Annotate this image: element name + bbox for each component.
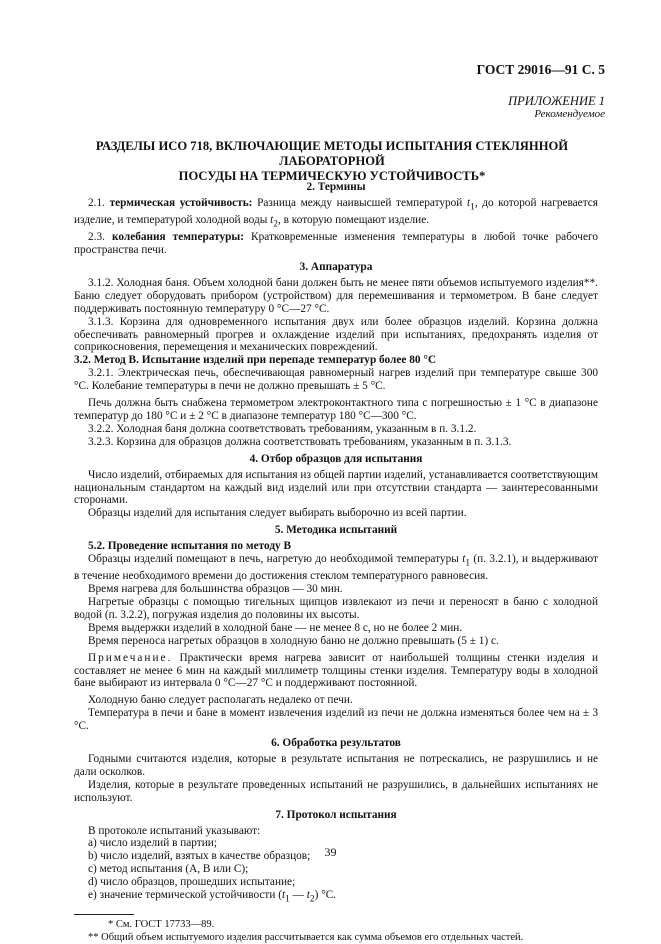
symbol-t: t [462,553,466,566]
paragraph-3-1-3: 3.1.3. Корзина для одновременного испытания двух или более образцов изделий. Корзина должна обеспечивать равномерный прогрев и охлаждение изделий при испытаниях, предохранять изделия от соприкосновения, перемещения и механических повреждений. [74,315,598,354]
section-heading-sampling: 4. Отбор образцов для испытания [249,452,423,465]
text-fragment: Кратковременные изменения температуры в любой точке рабочего пространства печи. [74,231,598,257]
subscript: 1 [285,894,290,905]
footnote-2: ** Общий объем испытуемого изделия рассчитывается как сумма объемов его отдельных частей. [88,931,524,943]
clause-number: 2.1. [88,196,110,209]
subheading-5-2: 5.2. Проведение испытания по методу В [88,540,292,553]
paragraph-sampling-selection: Образцы изделий для испытания следует выбирать выборочно из всей партии. [88,507,467,520]
section-heading-terms: 2. Термины [306,181,366,193]
symbol-t: t [466,196,471,209]
term: колебания температуры: [112,231,245,244]
paragraph-temperature-stability: Температура в печи и бане в момент извлечения изделий из печи не должна изменяться более чем на ± 3 °С. [74,707,598,733]
text-fragment: , до которой нагревается изделие, и температурой холодной воды [74,196,598,227]
note-text: Практически время нагрева зависит от наибольшей толщины стенки изделия и составляет не менее 6 мин на каждый миллиметр толщины стенки изделия. Температуру воды в холодной бане выбирают из интервала 0 °С—27 °С и поддерживают постоянной. [74,651,598,690]
paragraph-2-3 [74,231,598,257]
note-label: Примечание. [88,651,173,664]
list-item: a) число изделий в партии; [88,837,217,850]
subscript: 2 [309,894,315,905]
list-item: c) метод испытания (A, B или C); [88,863,249,876]
paragraph-3-1-2: 3.1.2. Холодная баня. Объем холодной бани должен быть не менее пяти объемов испытуемого изделия**. Баню следует оборудовать прибором (устройством) для перемешивания и термометром. В бане следует поддерживать постоянную температуру 0 °С—27 °С. [74,276,598,315]
paragraph-hold-time: Время выдержки изделий в холодной бане — не менее 8 с, но не более 2 мин. [88,621,463,634]
subscript: 1 [465,558,471,569]
paragraph-bath-location: Холодную баню следует располагать недалеко от печи. [88,694,353,707]
symbol-t: t [306,889,310,902]
footnote-divider [74,914,134,915]
subscript: 2 [273,219,278,230]
appendix-block [508,95,605,121]
paragraph-passed: Годными считаются изделия, которые в результате испытания не потрескались, не разрушились и не дали осколков. [74,753,598,778]
footnote-1: * См. ГОСТ 17733—89. [108,919,215,931]
section-heading-report: 7. Протокол испытания [275,808,397,821]
paragraph-3-2-2: 3.2.2. Холодная баня должна соответствовать требованиям, указанным в п. 3.1.2. [88,422,477,435]
text-fragment: e) значение термической устойчивости ( [88,889,282,902]
paragraph-furnace-thermometer: Печь должна быть снабжена термометром электроконтактного типа с погрешностью ± 1 °С в диапазоне температур до 180 °С и ± 2 °С в диапазоне температур 180 °С—300 °С. [74,397,598,422]
list-item: d) число образцов, прошедших испытание; [88,876,296,889]
paragraph-furnace-placement [74,553,598,583]
text-fragment: Образцы изделий помещают в печь, нагретую до необходимой температуры [88,553,463,566]
text-fragment: — [289,889,307,902]
text-fragment: (п. 3.2.1), и выдерживают в течение необходимого времени до достижения стеклом температурного равновесия. [74,553,598,583]
appendix-status: Рекомендуемое [534,108,605,120]
appendix-label: ПРИЛОЖЕНИЕ 1 [508,94,605,108]
section-heading-results: 6. Обработка результатов [271,737,401,750]
text-fragment: Разница между наивысшей температурой [252,196,467,209]
symbol-t: t [270,214,274,227]
paragraph-2-1 [74,197,598,231]
document-header: ГОСТ 29016—91 С. 5 [476,62,605,77]
text-fragment: ) °С. [314,889,337,902]
subscript: 1 [470,202,475,213]
clause-number: 2.3. [88,231,112,244]
paragraph-3-2-1: 3.2.1. Электрическая печь, обеспечивающая равномерный нагрев изделий при температуре свыше 300 °С. Колебание температуры в печи не должно превышать ± 5 °С. [74,367,598,393]
report-intro: В протоколе испытаний указывают: [88,824,261,837]
paragraph-sampling-count: Число изделий, отбираемых для испытания из общей партии изделий, устанавливается соответствующим национальным стандартом на каждый вид изделий или при отсутствии стандарта — заинтересованными сторонами. [74,468,598,507]
list-item [74,889,598,906]
section-heading-method: 5. Методика испытаний [274,524,398,537]
list-item: b) число изделий, взятых в качестве образцов; [88,850,311,863]
paragraph-not-reused: Изделия, которые в результате проведенных испытаний не разрушились, в дальнейших испытаниях не используют. [74,778,598,804]
title-line: ПОСУДЫ НА ТЕРМИЧЕСКУЮ УСТОЙЧИВОСТЬ* [178,169,486,183]
symbol-t: t [281,889,286,902]
section-heading-apparatus: 3. Аппаратура [299,261,373,274]
note [74,652,598,691]
paragraph-3-2-3: 3.2.3. Корзина для образцов должна соответствовать требованиям, указанным в п. 3.1.3. [88,435,512,448]
term: термическая устойчивость: [109,196,253,209]
document-body [74,177,598,944]
text-fragment: , в которую помещают изделие. [278,214,430,227]
page-number: 39 [324,845,337,859]
paragraph-transfer: Нагретые образцы с помощью тигельных щипцов извлекают из печи и переносят в баню с холодной водой (п. 3.2.2), погружая изделия до половины их высоты. [74,596,598,621]
paragraph-heating-time: Время нагрева для большинства образцов — 30 мин. [88,583,343,596]
title-line: РАЗДЕЛЫ ИСО 718, ВКЛЮЧАЮЩИЕ МЕТОДЫ ИСПЫТАНИЯ СТЕКЛЯННОЙ ЛАБОРАТОРНОЙ [95,139,569,168]
paragraph-transfer-time: Время переноса нагретых образцов в холодную баню не должно превышать (5 ± 1) с. [88,634,499,647]
subheading-3-2: 3.2. Метод В. Испытание изделий при перепаде температур более 80 °С [74,354,437,367]
